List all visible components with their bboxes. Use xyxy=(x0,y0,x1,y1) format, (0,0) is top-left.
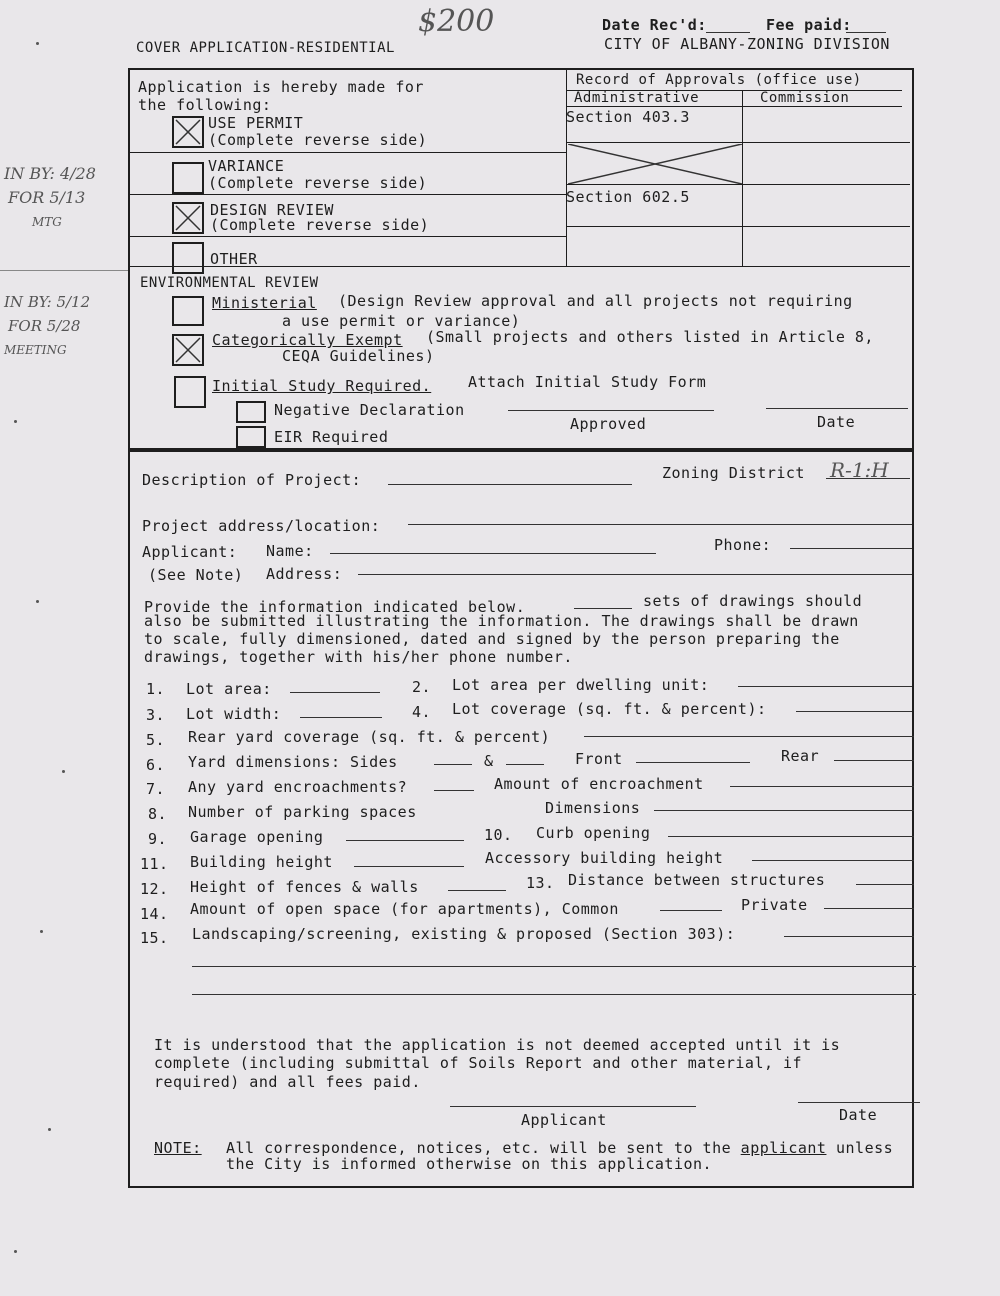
divider xyxy=(566,184,910,185)
crossed-out-cell xyxy=(568,144,742,184)
front-label: Front xyxy=(575,750,623,768)
zoning-district-label: Zoning District xyxy=(662,464,805,482)
row1-admin: Section 403.3 xyxy=(566,108,690,126)
item-number: 8. xyxy=(148,805,168,823)
rear-yard-coverage-field[interactable] xyxy=(584,736,914,737)
landscaping-field-2[interactable] xyxy=(192,966,916,967)
instructions-line3: to scale, fully dimensioned, dated and signed by the person preparing the xyxy=(144,630,840,648)
categorically-exempt-checkbox[interactable] xyxy=(172,334,204,366)
item-number: 9. xyxy=(148,830,168,848)
note-line1-c: unless xyxy=(835,1139,894,1157)
note-line1-a: All correspondence, notices, etc. will be sent to the xyxy=(226,1139,732,1157)
item-number: 12. xyxy=(140,880,169,898)
parking-spaces-label: Number of parking spaces xyxy=(188,803,417,821)
phone-label: Phone: xyxy=(714,536,772,554)
sides-ampersand: & xyxy=(484,752,494,770)
signature-date-label: Date xyxy=(839,1106,878,1124)
margin-note-1-line: MTG xyxy=(32,215,62,229)
item-number: 10. xyxy=(484,826,513,844)
instructions-line4: drawings, together with his/her phone number. xyxy=(144,648,573,666)
lot-width-label: Lot width: xyxy=(186,705,282,723)
checkmark-x-icon xyxy=(174,336,202,364)
item-number: 7. xyxy=(146,780,166,798)
approved-signature-line[interactable] xyxy=(508,410,714,411)
item-number: 6. xyxy=(146,756,166,774)
understood-line2: complete (including submittal of Soils Report and other material, if xyxy=(154,1054,803,1072)
col-administrative: Administrative xyxy=(574,90,700,106)
applicant-signature-line[interactable] xyxy=(450,1106,696,1107)
name-field[interactable] xyxy=(330,553,656,554)
speck xyxy=(14,420,17,423)
distance-between-structures-field[interactable] xyxy=(856,884,914,885)
date-received-label: Date Rec'd: xyxy=(602,16,707,34)
item-number: 15. xyxy=(140,929,169,947)
open-space-private-label: Private xyxy=(741,896,808,914)
ministerial-desc2: a use permit or variance) xyxy=(282,312,521,330)
fences-walls-field[interactable] xyxy=(448,890,506,891)
initial-study-label: Initial Study Required. xyxy=(212,377,432,395)
divider xyxy=(130,236,566,237)
accessory-building-height-field[interactable] xyxy=(752,860,914,861)
landscaping-field-3[interactable] xyxy=(192,994,916,995)
variance-label: VARIANCE xyxy=(208,157,285,175)
parking-dimensions-field[interactable] xyxy=(654,810,914,811)
item-number: 3. xyxy=(146,706,166,724)
zoning-district-field[interactable] xyxy=(826,478,910,479)
margin-note-1-line: IN BY: 4/28 xyxy=(4,164,96,183)
margin-note-1-line: FOR 5/13 xyxy=(8,188,86,207)
use-permit-checkbox[interactable] xyxy=(172,116,204,148)
margin-note-2-line: MEETING xyxy=(4,343,67,357)
negative-declaration-label: Negative Declaration xyxy=(274,401,465,419)
eir-required-label: EIR Required xyxy=(274,428,389,446)
approvals-title: Record of Approvals (office use) xyxy=(576,72,862,88)
item-number: 11. xyxy=(140,855,169,873)
divider xyxy=(130,194,566,195)
design-review-label: DESIGN REVIEW xyxy=(210,201,334,219)
drawing-sets-field[interactable] xyxy=(574,608,632,609)
divider xyxy=(130,266,910,267)
speck xyxy=(62,770,65,773)
margin-note-2 xyxy=(4,290,90,362)
yard-encroachments-label: Any yard encroachments? xyxy=(188,778,408,796)
margin-note-1 xyxy=(4,162,96,234)
understood-line1: It is understood that the application is not deemed accepted until it is xyxy=(154,1036,841,1054)
fee-paid-field[interactable] xyxy=(846,32,886,33)
applicant-address-field[interactable] xyxy=(358,574,912,575)
exempt-desc2: CEQA Guidelines) xyxy=(282,347,435,365)
lot-coverage-label: Lot coverage (sq. ft. & percent): xyxy=(452,700,767,718)
building-height-field[interactable] xyxy=(354,866,464,867)
item-number: 13. xyxy=(526,874,555,892)
fences-walls-label: Height of fences & walls xyxy=(190,878,419,896)
speck xyxy=(36,42,39,45)
approved-label: Approved xyxy=(570,415,647,433)
curb-opening-label: Curb opening xyxy=(536,824,651,842)
see-note-label: (See Note) xyxy=(148,566,244,584)
applicant-label: Applicant: xyxy=(142,543,238,561)
ministerial-desc1: (Design Review approval and all projects not requiring xyxy=(338,292,853,310)
rear-field[interactable] xyxy=(834,760,914,761)
row3-admin: Section 602.5 xyxy=(566,188,690,206)
sides-field-2[interactable] xyxy=(506,764,544,765)
exempt-desc1: (Small projects and others listed in Article 8, xyxy=(426,328,874,346)
open-space-common-field[interactable] xyxy=(660,910,722,911)
approvals-mid-border xyxy=(742,90,743,266)
sides-field-1[interactable] xyxy=(434,764,472,765)
fee-paid-label: Fee paid: xyxy=(766,16,852,34)
other-checkbox[interactable] xyxy=(172,242,204,274)
encroachment-amount-label: Amount of encroachment xyxy=(494,775,704,793)
accessory-building-height-label: Accessory building height xyxy=(485,849,724,867)
city-division: CITY OF ALBANY-ZONING DIVISION xyxy=(604,35,890,53)
item-number: 5. xyxy=(146,731,166,749)
distance-between-structures-label: Distance between structures xyxy=(568,871,826,889)
note-line1-applicant: applicant xyxy=(740,1139,827,1157)
lot-coverage-field[interactable] xyxy=(796,711,912,712)
speck xyxy=(40,930,43,933)
description-label: Description of Project: xyxy=(142,471,362,489)
variance-sub: (Complete reverse side) xyxy=(208,174,428,192)
encroachment-amount-field[interactable] xyxy=(730,786,914,787)
initial-study-desc: Attach Initial Study Form xyxy=(468,373,707,391)
landscaping-label: Landscaping/screening, existing & proposed (Section 303): xyxy=(192,925,736,943)
variance-checkbox[interactable] xyxy=(172,162,204,194)
margin-note-2-line: FOR 5/28 xyxy=(8,317,81,335)
curb-opening-field[interactable] xyxy=(668,836,914,837)
phone-field[interactable] xyxy=(790,548,912,549)
speck xyxy=(36,600,39,603)
speck xyxy=(14,1250,17,1253)
name-label: Name: xyxy=(266,542,314,560)
application-intro-line1: Application is hereby made for xyxy=(138,78,424,96)
margin-divider xyxy=(0,270,128,271)
environmental-title: ENVIRONMENTAL REVIEW xyxy=(140,275,319,291)
approval-date-label: Date xyxy=(817,413,856,431)
garage-opening-field[interactable] xyxy=(346,840,464,841)
applicant-signature-label: Applicant xyxy=(521,1111,607,1129)
negative-declaration-checkbox[interactable] xyxy=(236,401,266,423)
approval-date-line[interactable] xyxy=(766,408,908,409)
design-review-checkbox[interactable] xyxy=(172,202,204,234)
col-commission: Commission xyxy=(760,90,850,106)
divider xyxy=(130,152,566,153)
item-number: 14. xyxy=(140,905,169,923)
use-permit-sub: (Complete reverse side) xyxy=(208,131,428,149)
lot-area-per-unit-field[interactable] xyxy=(738,686,912,687)
use-permit-label: USE PERMIT xyxy=(208,114,304,132)
understood-line3: required) and all fees paid. xyxy=(154,1073,421,1091)
zoning-district-value: R-1:H xyxy=(830,458,889,482)
yard-encroachments-field[interactable] xyxy=(434,790,474,791)
landscaping-field-1[interactable] xyxy=(784,936,914,937)
instructions-line1: Provide the information indicated below. xyxy=(144,598,526,616)
lot-area-per-unit-label: Lot area per dwelling unit: xyxy=(452,676,710,694)
project-address-label: Project address/location: xyxy=(142,517,381,535)
open-space-label: Amount of open space (for apartments), Common xyxy=(190,900,619,918)
parking-dimensions-label: Dimensions xyxy=(545,799,641,817)
front-field[interactable] xyxy=(636,762,750,763)
garage-opening-label: Garage opening xyxy=(190,828,324,846)
rear-yard-coverage-label: Rear yard coverage (sq. ft. & percent) xyxy=(188,728,551,746)
application-intro-line2: the following: xyxy=(138,96,272,114)
instructions-line2: also be submitted illustrating the information. The drawings shall be drawn xyxy=(144,612,859,630)
project-address-field[interactable] xyxy=(408,524,912,525)
item-number: 4. xyxy=(412,703,432,721)
ministerial-label: Ministerial xyxy=(212,294,317,312)
speck xyxy=(48,1128,51,1131)
description-field[interactable] xyxy=(388,484,632,485)
divider xyxy=(566,226,910,227)
lot-area-label: Lot area: xyxy=(186,680,272,698)
instructions-line1b: sets of drawings should xyxy=(643,592,863,610)
date-received-field[interactable] xyxy=(706,32,750,33)
divider xyxy=(566,142,910,143)
item-number: 1. xyxy=(146,680,166,698)
yard-dimensions-label: Yard dimensions: Sides xyxy=(188,753,398,771)
form-title: COVER APPLICATION-RESIDENTIAL xyxy=(136,40,395,56)
rear-label: Rear xyxy=(781,747,820,765)
note-label: NOTE: xyxy=(154,1139,202,1157)
address-label: Address: xyxy=(266,565,343,583)
categorically-exempt-label: Categorically Exempt xyxy=(212,331,403,349)
design-review-sub: (Complete reverse side) xyxy=(210,216,430,234)
signature-date-line[interactable] xyxy=(798,1102,920,1103)
approvals-left-border xyxy=(566,70,567,266)
ministerial-checkbox[interactable] xyxy=(172,296,204,326)
divider xyxy=(566,106,902,107)
item-number: 2. xyxy=(412,678,432,696)
cross-out-icon xyxy=(568,144,742,184)
building-height-label: Building height xyxy=(190,853,333,871)
initial-study-checkbox[interactable] xyxy=(174,376,206,408)
lot-width-field[interactable] xyxy=(300,717,382,718)
note-line2: the City is informed otherwise on this application. xyxy=(226,1155,713,1173)
eir-required-checkbox[interactable] xyxy=(236,426,266,448)
open-space-private-field[interactable] xyxy=(824,908,914,909)
checkmark-x-icon xyxy=(174,204,202,232)
other-label: OTHER xyxy=(210,250,258,268)
margin-note-2-line: IN BY: 5/12 xyxy=(4,293,91,311)
checkmark-x-icon xyxy=(174,118,202,146)
lot-area-field[interactable] xyxy=(290,692,380,693)
fee-handwritten: $200 xyxy=(418,4,495,39)
